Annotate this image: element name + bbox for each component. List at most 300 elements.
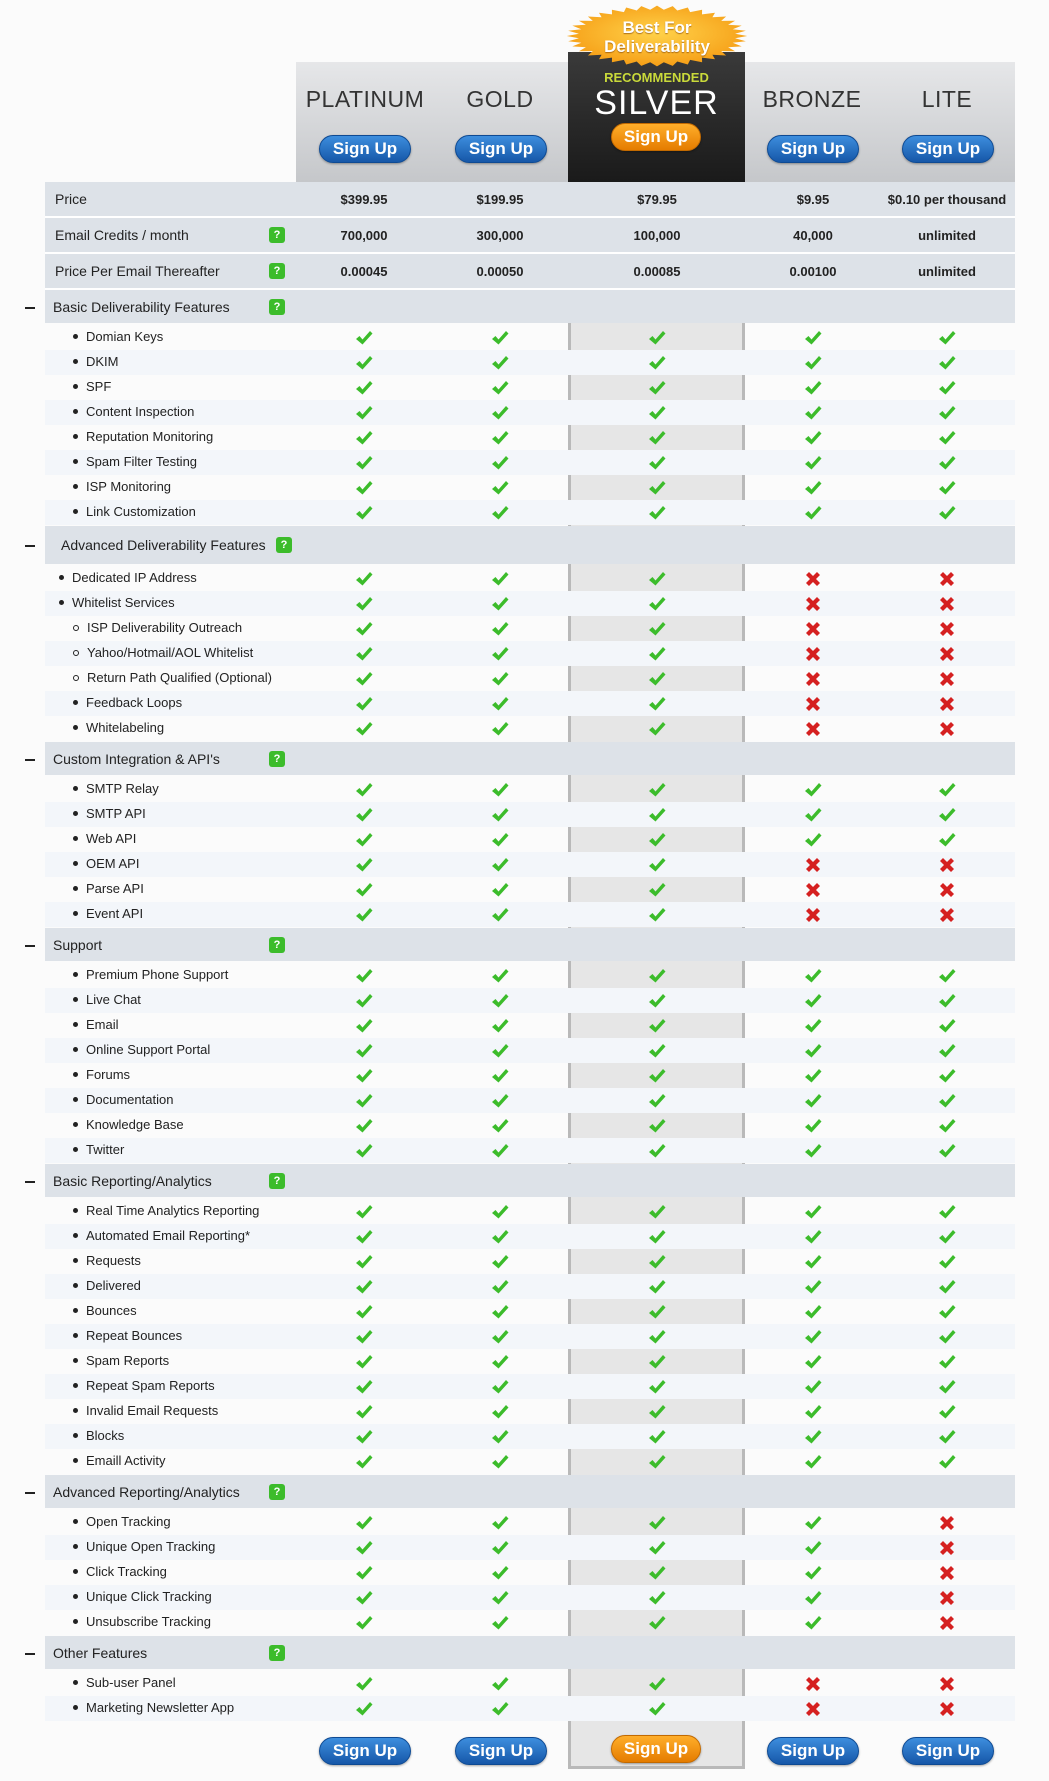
help-icon[interactable]: ? (269, 1645, 285, 1661)
cross-icon-bronze (803, 1699, 823, 1719)
check-icon-gold (490, 644, 510, 664)
feature-row (45, 500, 1015, 525)
feature-label-text: OEM API (86, 856, 140, 871)
cross-icon-bronze (803, 719, 823, 739)
check-icon-platinum (354, 644, 374, 664)
check-icon-silver (647, 328, 667, 348)
check-icon-lite (937, 991, 957, 1011)
summary-value-gold: 300,000 (476, 228, 524, 243)
cross-icon-lite (937, 644, 957, 664)
check-icon-silver (647, 1041, 667, 1061)
help-icon[interactable]: ? (276, 537, 292, 553)
cross-icon-lite (937, 1699, 957, 1719)
check-icon-bronze (803, 1277, 823, 1297)
bullet-icon (73, 675, 79, 681)
collapse-icon[interactable] (25, 945, 35, 947)
check-icon-platinum (354, 594, 374, 614)
feature-row (45, 1374, 1015, 1399)
feature-label-text: SMTP Relay (86, 781, 159, 796)
check-icon-platinum (354, 1252, 374, 1272)
signup-button-platinum[interactable]: Sign Up (319, 135, 411, 163)
feature-label-text: Email (86, 1017, 119, 1032)
check-icon-silver (647, 880, 667, 900)
feature-label (73, 881, 144, 896)
feature-label-text: Live Chat (86, 992, 141, 1007)
check-icon-lite (937, 1252, 957, 1272)
check-icon-gold (490, 1513, 510, 1533)
check-icon-silver (647, 669, 667, 689)
bullet-icon (73, 1544, 78, 1549)
feature-label (73, 1403, 218, 1418)
check-icon-gold (490, 1352, 510, 1372)
feature-label (73, 1253, 141, 1268)
check-icon-silver (647, 991, 667, 1011)
collapse-icon[interactable] (25, 1181, 35, 1183)
feature-row (45, 777, 1015, 802)
check-icon-platinum (354, 1377, 374, 1397)
bullet-icon (73, 1569, 78, 1574)
check-icon-silver (647, 1674, 667, 1694)
bullet-icon (73, 811, 78, 816)
check-icon-platinum (354, 1588, 374, 1608)
cross-icon-lite (937, 669, 957, 689)
check-icon-gold (490, 1452, 510, 1472)
feature-row (45, 1299, 1015, 1324)
bullet-icon (73, 1383, 78, 1388)
check-icon-silver (647, 503, 667, 523)
feature-label-text: Repeat Bounces (86, 1328, 183, 1343)
check-icon-gold (490, 991, 510, 1011)
feature-label-text: Content Inspection (86, 404, 195, 419)
feature-row (45, 450, 1015, 475)
check-icon-bronze (803, 805, 823, 825)
check-icon-platinum (354, 719, 374, 739)
check-icon-gold (490, 1538, 510, 1558)
cross-icon-lite (937, 1613, 957, 1633)
check-icon-gold (490, 694, 510, 714)
feature-row (45, 827, 1015, 852)
check-icon-gold (490, 1016, 510, 1036)
check-icon-bronze (803, 453, 823, 473)
feature-row (45, 1138, 1015, 1163)
signup-button-bronze[interactable]: Sign Up (767, 135, 859, 163)
check-icon-bronze (803, 403, 823, 423)
feature-row (45, 1038, 1015, 1063)
section-header[interactable] (45, 1164, 1015, 1197)
feature-label (73, 1278, 141, 1293)
bullet-icon (73, 1705, 78, 1710)
check-icon-gold (490, 1252, 510, 1272)
footer-signup-button-gold[interactable]: Sign Up (455, 1737, 547, 1765)
bullet-icon (73, 1519, 78, 1524)
plan-name-silver: SILVER (594, 84, 719, 122)
bullet-icon (73, 409, 78, 414)
check-icon-platinum (354, 1674, 374, 1694)
collapse-icon[interactable] (25, 1492, 35, 1494)
check-icon-platinum (354, 1352, 374, 1372)
feature-row (45, 375, 1015, 400)
check-icon-gold (490, 1327, 510, 1347)
check-icon-silver (647, 594, 667, 614)
help-icon[interactable]: ? (269, 263, 285, 279)
feature-label-text: Link Customization (86, 504, 196, 519)
bullet-icon (73, 836, 78, 841)
check-icon-platinum (354, 353, 374, 373)
check-icon-gold (490, 1563, 510, 1583)
check-icon-platinum (354, 830, 374, 850)
check-icon-platinum (354, 1041, 374, 1061)
check-icon-silver (647, 1377, 667, 1397)
check-icon-bronze (803, 1252, 823, 1272)
check-icon-silver (647, 478, 667, 498)
check-icon-silver (647, 428, 667, 448)
feature-label (73, 329, 163, 344)
footer-signup-button-bronze[interactable]: Sign Up (767, 1737, 859, 1765)
feature-label (73, 404, 194, 419)
feature-label (73, 1303, 137, 1318)
check-icon-bronze (803, 1016, 823, 1036)
check-icon-bronze (803, 1452, 823, 1472)
feature-label-text: Real Time Analytics Reporting (86, 1203, 260, 1218)
help-icon[interactable]: ? (269, 227, 285, 243)
cross-icon-lite (937, 569, 957, 589)
feature-label-text: Invalid Email Requests (86, 1403, 219, 1418)
footer-signup-button-lite[interactable]: Sign Up (902, 1737, 994, 1765)
feature-label-text: Reputation Monitoring (86, 429, 214, 444)
section-title: Advanced Reporting/Analytics (53, 1484, 240, 1500)
feature-label (73, 806, 146, 821)
check-icon-lite (937, 403, 957, 423)
check-icon-bronze (803, 1377, 823, 1397)
check-icon-silver (647, 569, 667, 589)
check-icon-bronze (803, 1613, 823, 1633)
collapse-icon[interactable] (25, 307, 35, 309)
cross-icon-lite (937, 1513, 957, 1533)
feature-row (45, 1449, 1015, 1474)
check-icon-lite (937, 1327, 957, 1347)
feature-label (73, 454, 197, 469)
help-icon[interactable]: ? (269, 1173, 285, 1189)
cross-icon-bronze (803, 594, 823, 614)
bullet-icon (73, 1258, 78, 1263)
check-icon-platinum (354, 428, 374, 448)
summary-value-bronze: $9.95 (796, 192, 830, 207)
check-icon-gold (490, 1116, 510, 1136)
bullet-icon (73, 1458, 78, 1463)
feature-label (73, 1042, 210, 1057)
summary-value-gold: $199.95 (476, 192, 524, 207)
section-title: Basic Deliverability Features (53, 299, 230, 315)
section-title: Basic Reporting/Analytics (53, 1173, 212, 1189)
check-icon-gold (490, 1227, 510, 1247)
check-icon-lite (937, 453, 957, 473)
section-header[interactable] (45, 1475, 1015, 1508)
check-icon-bronze (803, 1227, 823, 1247)
feature-label-text: Unique Click Tracking (86, 1589, 212, 1604)
feature-label (73, 645, 253, 660)
check-icon-gold (490, 1427, 510, 1447)
check-icon-gold (490, 503, 510, 523)
signup-button-lite[interactable]: Sign Up (902, 135, 994, 163)
footer-signup-button-silver[interactable]: Sign Up (611, 1735, 701, 1763)
check-icon-silver (647, 1202, 667, 1222)
feature-row (45, 1324, 1015, 1349)
feature-label (73, 1203, 259, 1218)
feature-label-text: Return Path Qualified (Optional) (87, 670, 272, 685)
check-icon-platinum (354, 855, 374, 875)
check-icon-platinum (354, 1016, 374, 1036)
check-icon-platinum (354, 805, 374, 825)
feature-label (73, 1428, 124, 1443)
check-icon-gold (490, 1402, 510, 1422)
check-icon-gold (490, 1066, 510, 1086)
section-header[interactable] (45, 1636, 1015, 1669)
cross-icon-lite (937, 694, 957, 714)
check-icon-silver (647, 1699, 667, 1719)
cross-icon-lite (937, 1563, 957, 1583)
feature-label-text: Premium Phone Support (86, 967, 229, 982)
check-icon-silver (647, 1227, 667, 1247)
feature-row (45, 1671, 1015, 1696)
plan-name-lite: LITE (921, 86, 973, 112)
check-icon-platinum (354, 1613, 374, 1633)
collapse-icon[interactable] (25, 759, 35, 761)
check-icon-gold (490, 353, 510, 373)
check-icon-silver (647, 719, 667, 739)
section-header[interactable] (45, 928, 1015, 961)
feature-row (45, 716, 1015, 741)
feature-label (73, 720, 164, 735)
check-icon-silver (647, 1116, 667, 1136)
feature-label-text: Spam Filter Testing (86, 454, 198, 469)
section-header[interactable] (45, 526, 1015, 564)
cross-icon-lite (937, 880, 957, 900)
check-icon-platinum (354, 328, 374, 348)
feature-label (73, 504, 196, 519)
summary-value-platinum: $399.95 (340, 192, 388, 207)
section-header[interactable] (45, 742, 1015, 775)
feature-row (45, 691, 1015, 716)
check-icon-platinum (354, 1141, 374, 1161)
bullet-icon (73, 1072, 78, 1077)
feature-label (73, 1564, 167, 1579)
help-icon[interactable]: ? (269, 751, 285, 767)
signup-button-silver[interactable]: Sign Up (611, 123, 701, 151)
collapse-icon[interactable] (25, 1653, 35, 1655)
check-icon-bronze (803, 1141, 823, 1161)
feature-label-text: ISP Deliverability Outreach (87, 620, 243, 635)
check-icon-gold (490, 669, 510, 689)
bullet-icon (73, 1408, 78, 1413)
feature-label (73, 906, 143, 921)
check-icon-platinum (354, 1091, 374, 1111)
check-icon-bronze (803, 780, 823, 800)
check-icon-silver (647, 1613, 667, 1633)
check-icon-gold (490, 1277, 510, 1297)
bullet-icon (59, 600, 64, 605)
feature-row (45, 566, 1015, 591)
feature-row (45, 325, 1015, 350)
cross-icon-lite (937, 1588, 957, 1608)
check-icon-silver (647, 453, 667, 473)
check-icon-platinum (354, 403, 374, 423)
feature-label-text: Yahoo/Hotmail/AOL Whitelist (87, 645, 254, 660)
feature-label-text: Twitter (86, 1142, 125, 1157)
feature-row (45, 1063, 1015, 1088)
feature-row (45, 852, 1015, 877)
check-icon-gold (490, 1141, 510, 1161)
check-icon-bronze (803, 1327, 823, 1347)
summary-row-label: Price Per Email Thereafter (55, 263, 220, 279)
check-icon-lite (937, 1377, 957, 1397)
check-icon-lite (937, 805, 957, 825)
feature-label-text: Automated Email Reporting* (86, 1228, 251, 1243)
check-icon-lite (937, 1016, 957, 1036)
feature-row (45, 1424, 1015, 1449)
check-icon-silver (647, 353, 667, 373)
check-icon-lite (937, 503, 957, 523)
feature-label-text: Feedback Loops (86, 695, 183, 710)
check-icon-lite (937, 328, 957, 348)
feature-row (45, 1585, 1015, 1610)
summary-value-silver: 100,000 (633, 228, 681, 243)
check-icon-gold (490, 403, 510, 423)
feature-row (45, 1696, 1015, 1721)
feature-label (73, 781, 159, 796)
bullet-icon (73, 1122, 78, 1127)
feature-label (73, 1378, 215, 1393)
feature-label (73, 695, 182, 710)
check-icon-gold (490, 378, 510, 398)
check-icon-silver (647, 694, 667, 714)
check-icon-silver (647, 1091, 667, 1111)
check-icon-gold (490, 1091, 510, 1111)
feature-label-text: Parse API (86, 881, 144, 896)
feature-row (45, 1560, 1015, 1585)
check-icon-gold (490, 1674, 510, 1694)
feature-row (45, 1113, 1015, 1138)
check-icon-platinum (354, 905, 374, 925)
feature-label-text: Web API (86, 831, 137, 846)
feature-label-text: SPF (86, 379, 112, 394)
check-icon-bronze (803, 991, 823, 1011)
check-icon-silver (647, 1452, 667, 1472)
check-icon-silver (647, 619, 667, 639)
feature-row (45, 641, 1015, 666)
bullet-icon (73, 1333, 78, 1338)
bullet-icon (73, 861, 78, 866)
feature-row (45, 877, 1015, 902)
check-icon-lite (937, 428, 957, 448)
feature-label-text: Documentation (86, 1092, 174, 1107)
feature-row (45, 1274, 1015, 1299)
feature-row (45, 1088, 1015, 1113)
signup-button-gold[interactable]: Sign Up (455, 135, 547, 163)
bullet-icon (73, 625, 79, 631)
feature-label-text: Unique Open Tracking (86, 1539, 216, 1554)
check-icon-gold (490, 1377, 510, 1397)
check-icon-bronze (803, 378, 823, 398)
plan-name-gold: GOLD (466, 86, 534, 112)
check-icon-bronze (803, 1427, 823, 1447)
footer-signup-button-platinum[interactable]: Sign Up (319, 1737, 411, 1765)
bullet-icon (73, 384, 78, 389)
feature-row (45, 1199, 1015, 1224)
check-icon-gold (490, 719, 510, 739)
bullet-icon (73, 1208, 78, 1213)
check-icon-silver (647, 1302, 667, 1322)
bullet-icon (73, 1358, 78, 1363)
cross-icon-lite (937, 905, 957, 925)
feature-label (73, 1589, 212, 1604)
check-icon-lite (937, 1116, 957, 1136)
bullet-icon (73, 1097, 78, 1102)
collapse-icon[interactable] (25, 545, 35, 547)
feature-label (73, 620, 242, 635)
feature-label (73, 1017, 119, 1032)
check-icon-gold (490, 1302, 510, 1322)
feature-label (73, 1142, 124, 1157)
feature-label (73, 1092, 173, 1107)
check-icon-gold (490, 594, 510, 614)
feature-label (73, 379, 111, 394)
help-icon[interactable]: ? (269, 1484, 285, 1500)
check-icon-silver (647, 1141, 667, 1161)
section-title: Other Features (53, 1645, 148, 1661)
check-icon-platinum (354, 619, 374, 639)
check-icon-silver (647, 1563, 667, 1583)
check-icon-lite (937, 1202, 957, 1222)
section-title: Advanced Deliverability Features (61, 537, 266, 553)
check-icon-platinum (354, 694, 374, 714)
summary-value-silver: 0.00085 (633, 264, 681, 279)
help-icon[interactable]: ? (269, 937, 285, 953)
feature-label (73, 1539, 215, 1554)
check-icon-silver (647, 1327, 667, 1347)
section-header[interactable] (45, 290, 1015, 323)
check-icon-platinum (354, 569, 374, 589)
cross-icon-lite (937, 1674, 957, 1694)
feature-label-text: Forums (86, 1067, 131, 1082)
check-icon-lite (937, 966, 957, 986)
check-icon-silver (647, 1277, 667, 1297)
check-icon-lite (937, 1302, 957, 1322)
bullet-icon (73, 1619, 78, 1624)
check-icon-bronze (803, 1352, 823, 1372)
check-icon-gold (490, 428, 510, 448)
badge-line-1: Best For (622, 18, 692, 37)
check-icon-gold (490, 1613, 510, 1633)
cross-icon-bronze (803, 905, 823, 925)
feature-label (73, 1067, 130, 1082)
check-icon-gold (490, 855, 510, 875)
feature-row (45, 475, 1015, 500)
bullet-icon (73, 725, 78, 730)
bullet-icon (73, 1283, 78, 1288)
check-icon-platinum (354, 1452, 374, 1472)
check-icon-platinum (354, 1427, 374, 1447)
check-icon-gold (490, 569, 510, 589)
feature-label-text: Click Tracking (86, 1564, 167, 1579)
badge-line-2: Deliverability (604, 37, 710, 56)
check-icon-silver (647, 1252, 667, 1272)
check-icon-platinum (354, 1066, 374, 1086)
check-icon-gold (490, 1588, 510, 1608)
check-icon-bronze (803, 328, 823, 348)
feature-row (45, 963, 1015, 988)
check-icon-platinum (354, 1699, 374, 1719)
help-icon[interactable]: ? (269, 299, 285, 315)
